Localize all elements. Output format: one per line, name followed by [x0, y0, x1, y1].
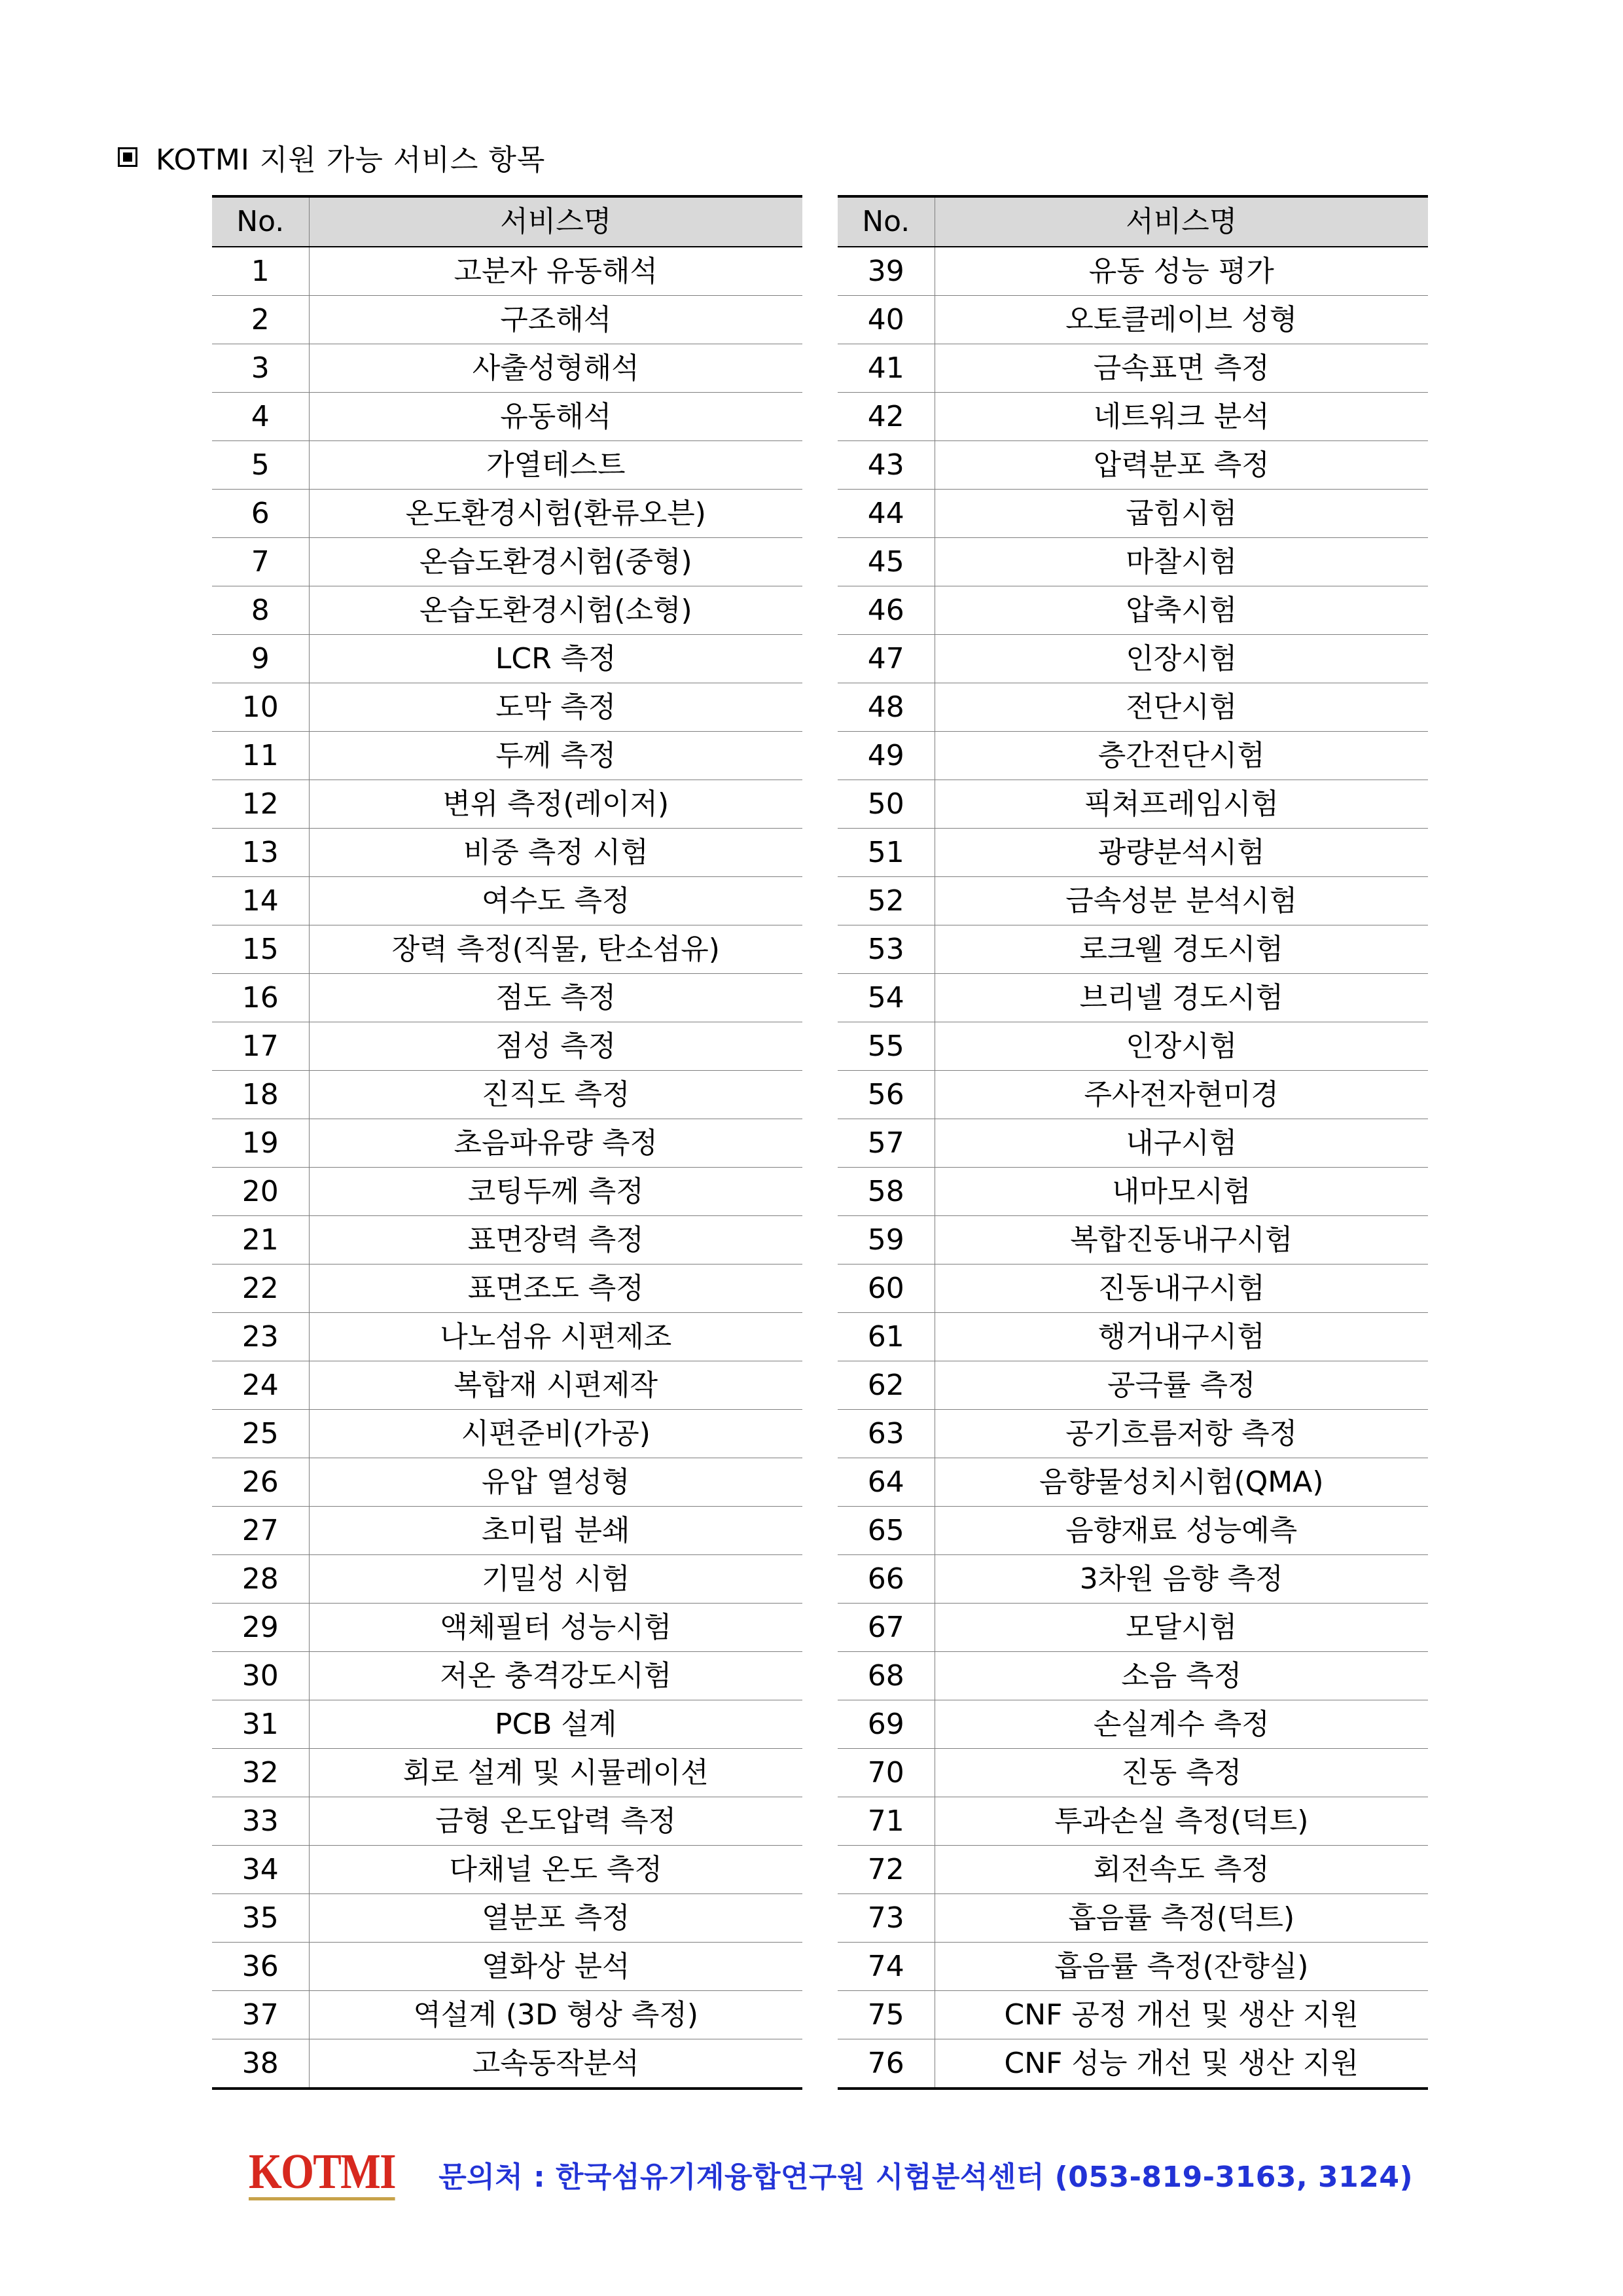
row-number: 41 — [838, 344, 935, 393]
table-row — [212, 635, 802, 683]
table-row — [212, 1555, 802, 1604]
service-name: 픽쳐프레임시험 — [935, 780, 1428, 829]
row-number: 70 — [838, 1749, 935, 1797]
service-name: 시편준비(가공) — [309, 1410, 802, 1458]
row-number: 58 — [838, 1168, 935, 1216]
table-row — [838, 1894, 1428, 1943]
row-number: 29 — [212, 1604, 309, 1652]
table-row — [838, 1700, 1428, 1749]
row-number: 51 — [838, 829, 935, 877]
service-name: 유동해석 — [309, 393, 802, 441]
table-row — [838, 1749, 1428, 1797]
table-row — [838, 1313, 1428, 1361]
table-header-row — [212, 196, 802, 247]
row-number: 71 — [838, 1797, 935, 1846]
table-row — [212, 1022, 802, 1071]
table-row — [838, 732, 1428, 780]
service-name: 3차원 음향 측정 — [935, 1555, 1428, 1604]
table-row — [212, 925, 802, 974]
service-name: 열화상 분석 — [309, 1943, 802, 1991]
service-name: 회로 설계 및 시뮬레이션 — [309, 1749, 802, 1797]
table-row — [212, 1507, 802, 1555]
table-row — [838, 1555, 1428, 1604]
table-row — [838, 1797, 1428, 1846]
row-number: 25 — [212, 1410, 309, 1458]
service-name: 두께 측정 — [309, 732, 802, 780]
table-row — [212, 490, 802, 538]
service-name: 주사전자현미경 — [935, 1071, 1428, 1119]
table-row — [838, 1846, 1428, 1894]
table-row — [838, 1265, 1428, 1313]
row-number: 12 — [212, 780, 309, 829]
row-number: 34 — [212, 1846, 309, 1894]
row-number: 16 — [212, 974, 309, 1022]
service-name: 금속표면 측정 — [935, 344, 1428, 393]
row-number: 1 — [212, 247, 309, 296]
table-row — [212, 1458, 802, 1507]
service-name: 진동내구시험 — [935, 1265, 1428, 1313]
service-name: 유압 열성형 — [309, 1458, 802, 1507]
table-row — [838, 2039, 1428, 2089]
table-row — [212, 1071, 802, 1119]
row-number: 36 — [212, 1943, 309, 1991]
row-number: 39 — [838, 247, 935, 296]
row-number: 26 — [212, 1458, 309, 1507]
table-row — [212, 732, 802, 780]
table-row — [838, 586, 1428, 635]
table-row — [838, 296, 1428, 344]
service-name: 유동 성능 평가 — [935, 247, 1428, 296]
table-row — [212, 780, 802, 829]
service-name: 브리넬 경도시험 — [935, 974, 1428, 1022]
row-number: 45 — [838, 538, 935, 586]
service-name: 로크웰 경도시험 — [935, 925, 1428, 974]
service-name: 온습도환경시험(중형) — [309, 538, 802, 586]
contact-footer — [249, 2142, 1413, 2207]
table-row — [838, 1604, 1428, 1652]
row-number: 30 — [212, 1652, 309, 1700]
row-number: 73 — [838, 1894, 935, 1943]
row-number: 74 — [838, 1943, 935, 1991]
header-no: No. — [838, 196, 935, 247]
service-name: LCR 측정 — [309, 635, 802, 683]
header-service-name: 서비스명 — [309, 196, 802, 247]
row-number: 55 — [838, 1022, 935, 1071]
service-name: CNF 공정 개선 및 생산 지원 — [935, 1991, 1428, 2039]
service-name: 변위 측정(레이저) — [309, 780, 802, 829]
service-name: 압력분포 측정 — [935, 441, 1428, 490]
service-table-right — [838, 195, 1428, 2090]
row-number: 47 — [838, 635, 935, 683]
row-number: 23 — [212, 1313, 309, 1361]
service-name: 진동 측정 — [935, 1749, 1428, 1797]
service-name: 투과손실 측정(덕트) — [935, 1797, 1428, 1846]
table-row — [838, 635, 1428, 683]
row-number: 2 — [212, 296, 309, 344]
table-row — [212, 344, 802, 393]
service-name: 장력 측정(직물, 탄소섬유) — [309, 925, 802, 974]
service-name: 공기흐름저항 측정 — [935, 1410, 1428, 1458]
row-number: 64 — [838, 1458, 935, 1507]
row-number: 69 — [838, 1700, 935, 1749]
row-number: 65 — [838, 1507, 935, 1555]
row-number: 37 — [212, 1991, 309, 2039]
row-number: 18 — [212, 1071, 309, 1119]
table-row — [838, 974, 1428, 1022]
service-name: 광량분석시험 — [935, 829, 1428, 877]
row-number: 63 — [838, 1410, 935, 1458]
row-number: 43 — [838, 441, 935, 490]
row-number: 42 — [838, 393, 935, 441]
table-row — [838, 1071, 1428, 1119]
table-row — [838, 925, 1428, 974]
row-number: 60 — [838, 1265, 935, 1313]
table-row — [838, 1507, 1428, 1555]
row-number: 38 — [212, 2039, 309, 2089]
service-name: 코팅두께 측정 — [309, 1168, 802, 1216]
table-row — [212, 1991, 802, 2039]
table-row — [212, 1894, 802, 1943]
service-name: 공극률 측정 — [935, 1361, 1428, 1410]
row-number: 21 — [212, 1216, 309, 1265]
table-row — [838, 877, 1428, 925]
table-row — [212, 829, 802, 877]
service-name: 오토클레이브 성형 — [935, 296, 1428, 344]
table-row — [212, 1361, 802, 1410]
service-name: PCB 설계 — [309, 1700, 802, 1749]
service-name: 나노섬유 시편제조 — [309, 1313, 802, 1361]
table-row — [212, 1265, 802, 1313]
table-row — [212, 1410, 802, 1458]
table-row — [838, 1168, 1428, 1216]
row-number: 62 — [838, 1361, 935, 1410]
row-number: 6 — [212, 490, 309, 538]
table-row — [212, 1168, 802, 1216]
table-row — [838, 780, 1428, 829]
service-name: 온도환경시험(환류오븐) — [309, 490, 802, 538]
row-number: 9 — [212, 635, 309, 683]
row-number: 40 — [838, 296, 935, 344]
service-name: 다채널 온도 측정 — [309, 1846, 802, 1894]
table-row — [212, 1700, 802, 1749]
row-number: 20 — [212, 1168, 309, 1216]
row-number: 72 — [838, 1846, 935, 1894]
row-number: 3 — [212, 344, 309, 393]
table-row — [838, 1458, 1428, 1507]
table-row — [838, 1119, 1428, 1168]
table-row — [212, 1749, 802, 1797]
square-bullet-icon — [118, 147, 137, 167]
table-row — [838, 1361, 1428, 1410]
row-number: 68 — [838, 1652, 935, 1700]
row-number: 75 — [838, 1991, 935, 2039]
service-name: 저온 충격강도시험 — [309, 1652, 802, 1700]
table-row — [212, 1119, 802, 1168]
kotmi-logo: KOTMI — [249, 2144, 395, 2200]
contact-info: 문의처 : 한국섬유기계융합연구원 시험분석센터 (053-819-3163, 3124) — [438, 2161, 1414, 2194]
row-number: 50 — [838, 780, 935, 829]
table-row — [212, 538, 802, 586]
table-row — [212, 1604, 802, 1652]
row-number: 46 — [838, 586, 935, 635]
service-name: 회전속도 측정 — [935, 1846, 1428, 1894]
row-number: 53 — [838, 925, 935, 974]
service-name: 구조해석 — [309, 296, 802, 344]
row-number: 56 — [838, 1071, 935, 1119]
row-number: 44 — [838, 490, 935, 538]
row-number: 54 — [838, 974, 935, 1022]
table-row — [838, 441, 1428, 490]
table-row — [212, 1943, 802, 1991]
row-number: 24 — [212, 1361, 309, 1410]
row-number: 4 — [212, 393, 309, 441]
table-row — [838, 1022, 1428, 1071]
header-service-name: 서비스명 — [935, 196, 1428, 247]
row-number: 59 — [838, 1216, 935, 1265]
service-name: 인장시험 — [935, 1022, 1428, 1071]
table-row — [212, 1652, 802, 1700]
row-number: 32 — [212, 1749, 309, 1797]
row-number: 33 — [212, 1797, 309, 1846]
service-name: 온습도환경시험(소형) — [309, 586, 802, 635]
service-name: 인장시험 — [935, 635, 1428, 683]
service-name: 굽힘시험 — [935, 490, 1428, 538]
table-row — [838, 683, 1428, 732]
service-name: 사출성형해석 — [309, 344, 802, 393]
table-row — [838, 1991, 1428, 2039]
table-row — [212, 1216, 802, 1265]
service-name: 흡음률 측정(잔향실) — [935, 1943, 1428, 1991]
service-name: 고속동작분석 — [472, 2046, 639, 2080]
service-name: 복합재 시편제작 — [309, 1361, 802, 1410]
row-number: 5 — [212, 441, 309, 490]
table-row — [212, 974, 802, 1022]
table-row — [212, 393, 802, 441]
table-row — [212, 1797, 802, 1846]
row-number: 28 — [212, 1555, 309, 1604]
row-number: 35 — [212, 1894, 309, 1943]
service-name: 초미립 분쇄 — [309, 1507, 802, 1555]
service-name: 내구시험 — [935, 1119, 1428, 1168]
row-number: 15 — [212, 925, 309, 974]
row-number: 13 — [212, 829, 309, 877]
row-number: 11 — [212, 732, 309, 780]
table-row — [838, 538, 1428, 586]
row-number: 57 — [838, 1119, 935, 1168]
section-title — [118, 134, 545, 180]
table-row — [212, 247, 802, 296]
header-no: No. — [212, 196, 309, 247]
service-name: 표면장력 측정 — [309, 1216, 802, 1265]
service-name: 음향재료 성능예측 — [935, 1507, 1428, 1555]
table-row — [838, 344, 1428, 393]
service-name: 비중 측정 시험 — [309, 829, 802, 877]
service-name: 음향물성치시험(QMA) — [935, 1458, 1428, 1507]
row-number: 10 — [212, 683, 309, 732]
table-row — [212, 877, 802, 925]
table-row — [838, 1943, 1428, 1991]
service-table-left — [212, 195, 802, 2090]
table-row — [212, 1846, 802, 1894]
row-number: 52 — [838, 877, 935, 925]
row-number: 19 — [212, 1119, 309, 1168]
service-name: 내마모시험 — [935, 1168, 1428, 1216]
row-number: 14 — [212, 877, 309, 925]
table-row — [212, 586, 802, 635]
row-number: 49 — [838, 732, 935, 780]
service-name: 표면조도 측정 — [309, 1265, 802, 1313]
row-number: 61 — [838, 1313, 935, 1361]
table-row — [838, 247, 1428, 296]
table-row — [212, 441, 802, 490]
service-name: 기밀성 시험 — [309, 1555, 802, 1604]
table-row — [838, 829, 1428, 877]
table-row — [212, 296, 802, 344]
row-number: 66 — [838, 1555, 935, 1604]
service-name: 네트워크 분석 — [935, 393, 1428, 441]
table-row — [212, 2039, 802, 2089]
table-header-row — [838, 196, 1428, 247]
service-name: 금형 온도압력 측정 — [309, 1797, 802, 1846]
row-number: 27 — [212, 1507, 309, 1555]
service-name: 흡음률 측정(덕트) — [935, 1894, 1428, 1943]
service-name: 도막 측정 — [309, 683, 802, 732]
table-row — [838, 393, 1428, 441]
service-name: CNF 성능 개선 및 생산 지원 — [1004, 2046, 1359, 2080]
service-name: 마찰시험 — [935, 538, 1428, 586]
row-number: 22 — [212, 1265, 309, 1313]
service-name: 행거내구시험 — [935, 1313, 1428, 1361]
service-name: 금속성분 분석시험 — [935, 877, 1428, 925]
service-name: 고분자 유동해석 — [309, 247, 802, 296]
service-name: 모달시험 — [935, 1604, 1428, 1652]
table-row — [838, 1652, 1428, 1700]
row-number: 48 — [838, 683, 935, 732]
row-number: 67 — [838, 1604, 935, 1652]
service-name: 복합진동내구시험 — [935, 1216, 1428, 1265]
service-name: 여수도 측정 — [309, 877, 802, 925]
table-row — [838, 490, 1428, 538]
table-row — [212, 1313, 802, 1361]
service-name: 진직도 측정 — [309, 1071, 802, 1119]
service-name: 소음 측정 — [935, 1652, 1428, 1700]
row-number: 17 — [212, 1022, 309, 1071]
row-number: 8 — [212, 586, 309, 635]
service-name: 점성 측정 — [309, 1022, 802, 1071]
table-row — [838, 1216, 1428, 1265]
table-row — [838, 1410, 1428, 1458]
section-title-text: KOTMI 지원 가능 서비스 항목 — [156, 143, 546, 177]
service-name: 점도 측정 — [309, 974, 802, 1022]
service-name: 초음파유량 측정 — [309, 1119, 802, 1168]
service-name: 가열테스트 — [309, 441, 802, 490]
service-name: 압축시험 — [935, 586, 1428, 635]
row-number: 31 — [212, 1700, 309, 1749]
service-name: 층간전단시험 — [935, 732, 1428, 780]
service-name: 열분포 측정 — [309, 1894, 802, 1943]
table-row — [212, 683, 802, 732]
service-name: 손실계수 측정 — [935, 1700, 1428, 1749]
row-number: 7 — [212, 538, 309, 586]
service-name: 역설계 (3D 형상 측정) — [309, 1991, 802, 2039]
service-name: 액체필터 성능시험 — [309, 1604, 802, 1652]
row-number: 76 — [838, 2039, 935, 2089]
service-name: 전단시험 — [935, 683, 1428, 732]
